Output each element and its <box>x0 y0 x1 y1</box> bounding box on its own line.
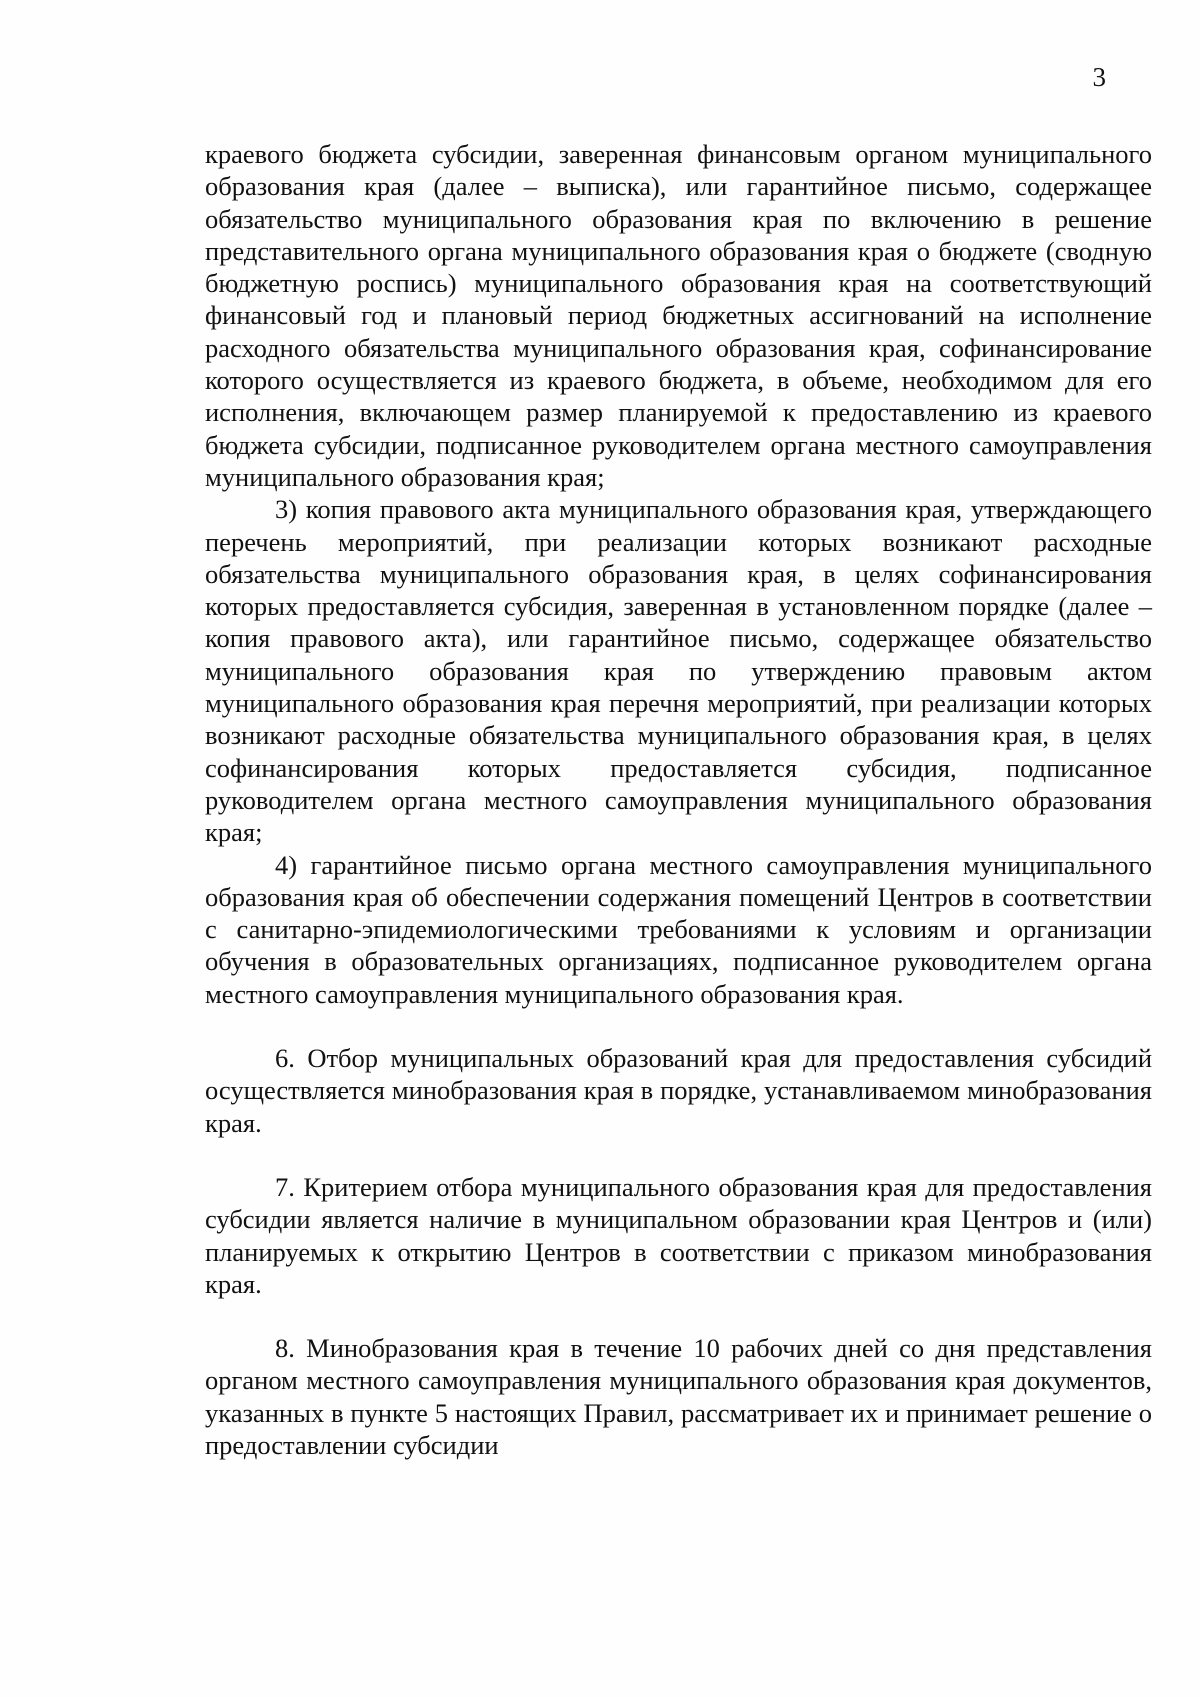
paragraph-item-3: 3) копия правового акта муниципального образования края, утверждающего перечень мероприятий, при реализации которых возникают расходные обязательства муниципального образования края, в целях софинансирования которых предоставляется субсидия, заверенная в установленном порядке (далее – копия правового акта), или гарантийное письмо, содержащее обязательство муниципального образования края по утверждению правовым актом муниципального образования края перечня мероприятий, при реализации которых возникают расходные обязательства муниципального образования края, в целях софинансирования которых предоставляется субсидия, подписанное руководителем органа местного самоуправления муниципального образования края; <box>205 494 1152 848</box>
paragraph-clause-6: 6. Отбор муниципальных образований края для предоставления субсидий осуществляется минобразования края в порядке, устанавливаемом минобразования края. <box>205 1043 1152 1138</box>
page-number: 3 <box>1092 62 1106 92</box>
paragraph-clause-8: 8. Минобразования края в течение 10 рабочих дней со дня представления органом местного самоуправления муниципального образования края документов, указанных в пункте 5 настоящих Правил, рассматривает их и принимает решение о предоставлении субсидии <box>205 1333 1152 1460</box>
document-body <box>205 138 1152 1461</box>
paragraph-continuation: краевого бюджета субсидии, заверенная финансовым органом муниципального образования края (далее – выписка), или гарантийное письмо, содержащее обязательство муниципального образования края по включению в решение представительного органа муниципального образования края о бюджете (сводную бюджетную роспись) муниципального образования края на соответствующий финансовый год и плановый период бюджетных ассигнований на исполнение расходного обязательства муниципального образования края, софинансирование которого осуществляется из краевого бюджета, в объеме, необходимом для его исполнения, включающем размер планируемой к предоставлению из краевого бюджета субсидии, подписанное руководителем органа местного самоуправления муниципального образования края; <box>205 139 1152 492</box>
paragraph-item-4: 4) гарантийное письмо органа местного самоуправления муниципального образования края об обеспечении содержания помещений Центров в соответствии с санитарно-эпидемиологическими требованиями к условиям и организации обучения в образовательных организациях, подписанное руководителем органа местного самоуправления муниципального образования края. <box>205 849 1152 1009</box>
paragraph-clause-7: 7. Критерием отбора муниципального образования края для предоставления субсидии является наличие в муниципальном образовании края Центров и (или) планируемых к открытию Центров в соответствии с приказом минобразования края. <box>205 1171 1152 1299</box>
